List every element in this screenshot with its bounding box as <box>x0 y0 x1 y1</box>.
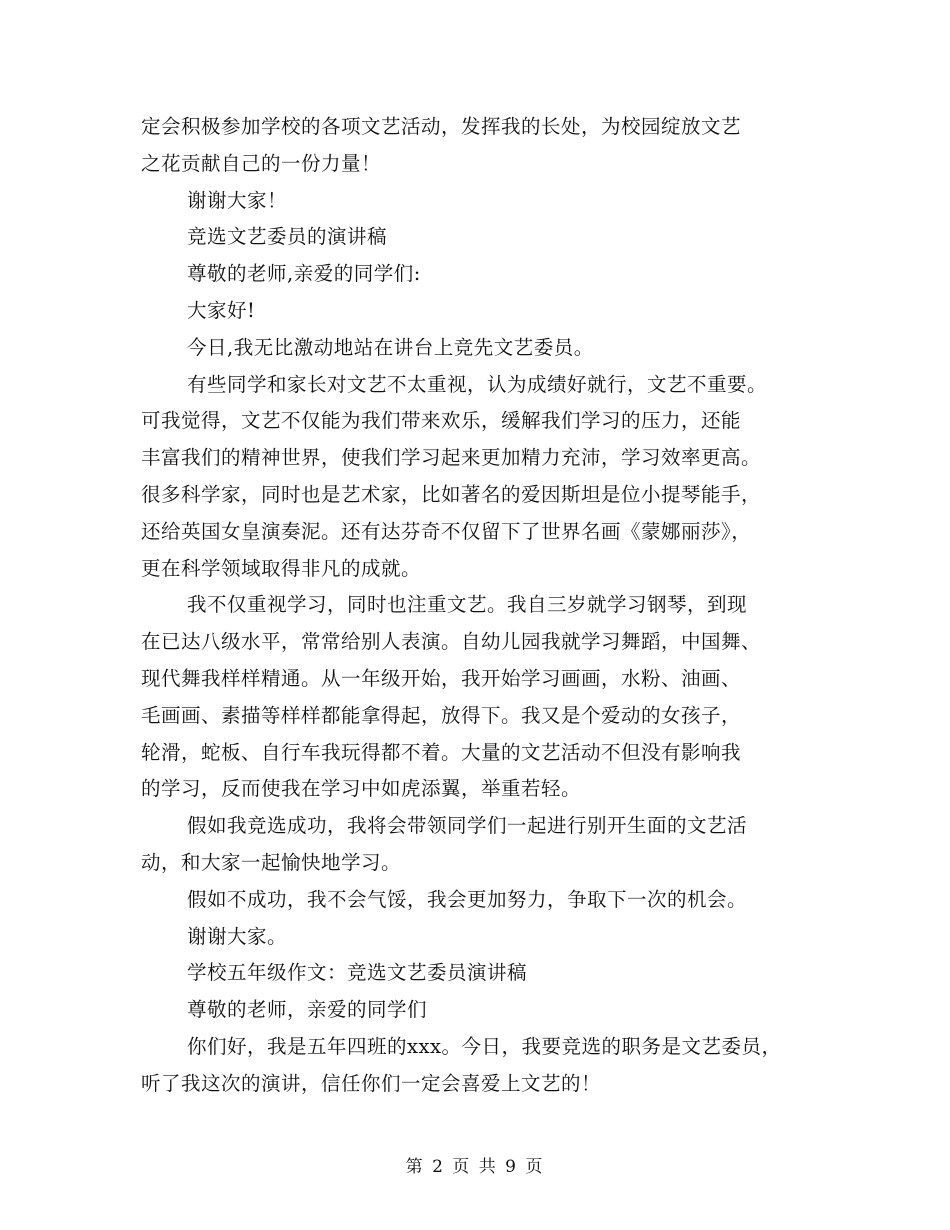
closing-line: 谢谢大家。 <box>187 924 288 948</box>
paragraph-line: 假如我竞选成功，我将会带领同学们一起进行别开生面的文艺活 <box>187 814 748 838</box>
paragraph-line: 有些同学和家长对文艺不太重视，认为成绩好就行，文艺不重要。 <box>187 372 768 396</box>
paragraph-line: 假如不成功，我不会气馁，我会更加努力，争取下一次的机会。 <box>187 887 748 911</box>
text-line: 之花贡献自己的一份力量！ <box>141 151 382 175</box>
section-title: 竞选文艺委员的演讲稿 <box>187 225 388 249</box>
section-title: 学校五年级作文：竞选文艺委员演讲稿 <box>187 961 528 985</box>
paragraph-line: 动，和大家一起愉快地学习。 <box>141 850 402 874</box>
document-body <box>141 109 821 1103</box>
paragraph-line: 你们好，我是五年四班的xxx。今日，我要竞选的职务是文艺委员， <box>187 1034 782 1058</box>
paragraph-line: 我不仅重视学习，同时也注重文艺。我自三岁就学习钢琴，到现 <box>187 593 748 617</box>
paragraph-line: 的学习，反而使我在学习中如虎添翼，举重若轻。 <box>141 777 582 801</box>
salutation: 尊敬的老师,亲爱的同学们: <box>187 262 421 286</box>
paragraph-line: 今日,我无比激动地站在讲台上竞先文艺委员。 <box>187 335 594 359</box>
paragraph-line: 在已达八级水平，常常给别人表演。自幼儿园我就学习舞蹈，中国舞、 <box>141 630 762 654</box>
text-line: 定会积极参加学校的各项文艺活动，发挥我的长处，为校园绽放文艺 <box>141 115 742 138</box>
paragraph-line: 轮滑，蛇板、自行车我玩得都不着。大量的文艺活动不但没有影响我 <box>141 740 742 764</box>
paragraph-line: 听了我这次的演讲，信任你们一定会喜爱上文艺的！ <box>141 1071 602 1095</box>
paragraph-line: 还给英国女皇演奏泥。还有达芬奇不仅留下了世界名画《蒙娜丽莎》， <box>141 519 752 543</box>
paragraph-line: 可我觉得，文艺不仅能为我们带来欢乐，缓解我们学习的压力，还能 <box>141 409 742 433</box>
paragraph-line: 丰富我们的精神世界，使我们学习起来更加精力充沛，学习效率更高。 <box>141 446 762 470</box>
paragraph-line: 现代舞我样样精通。从一年级开始，我开始学习画画，水粉、油画、 <box>141 666 742 690</box>
paragraph-line: 毛画画、素描等样样都能拿得起，放得下。我又是个爱动的女孩子， <box>141 703 742 727</box>
paragraph-line: 更在科学领域取得非凡的成就。 <box>141 556 422 580</box>
salutation: 尊敬的老师，亲爱的同学们 <box>187 998 428 1022</box>
page-number: 第 2 页 共 9 页 <box>405 1157 545 1177</box>
greeting: 大家好! <box>187 298 256 322</box>
paragraph-line: 很多科学家，同时也是艺术家，比如著名的爱因斯坦是位小提琴能手， <box>141 482 762 506</box>
text-line: 谢谢大家！ <box>187 188 288 212</box>
